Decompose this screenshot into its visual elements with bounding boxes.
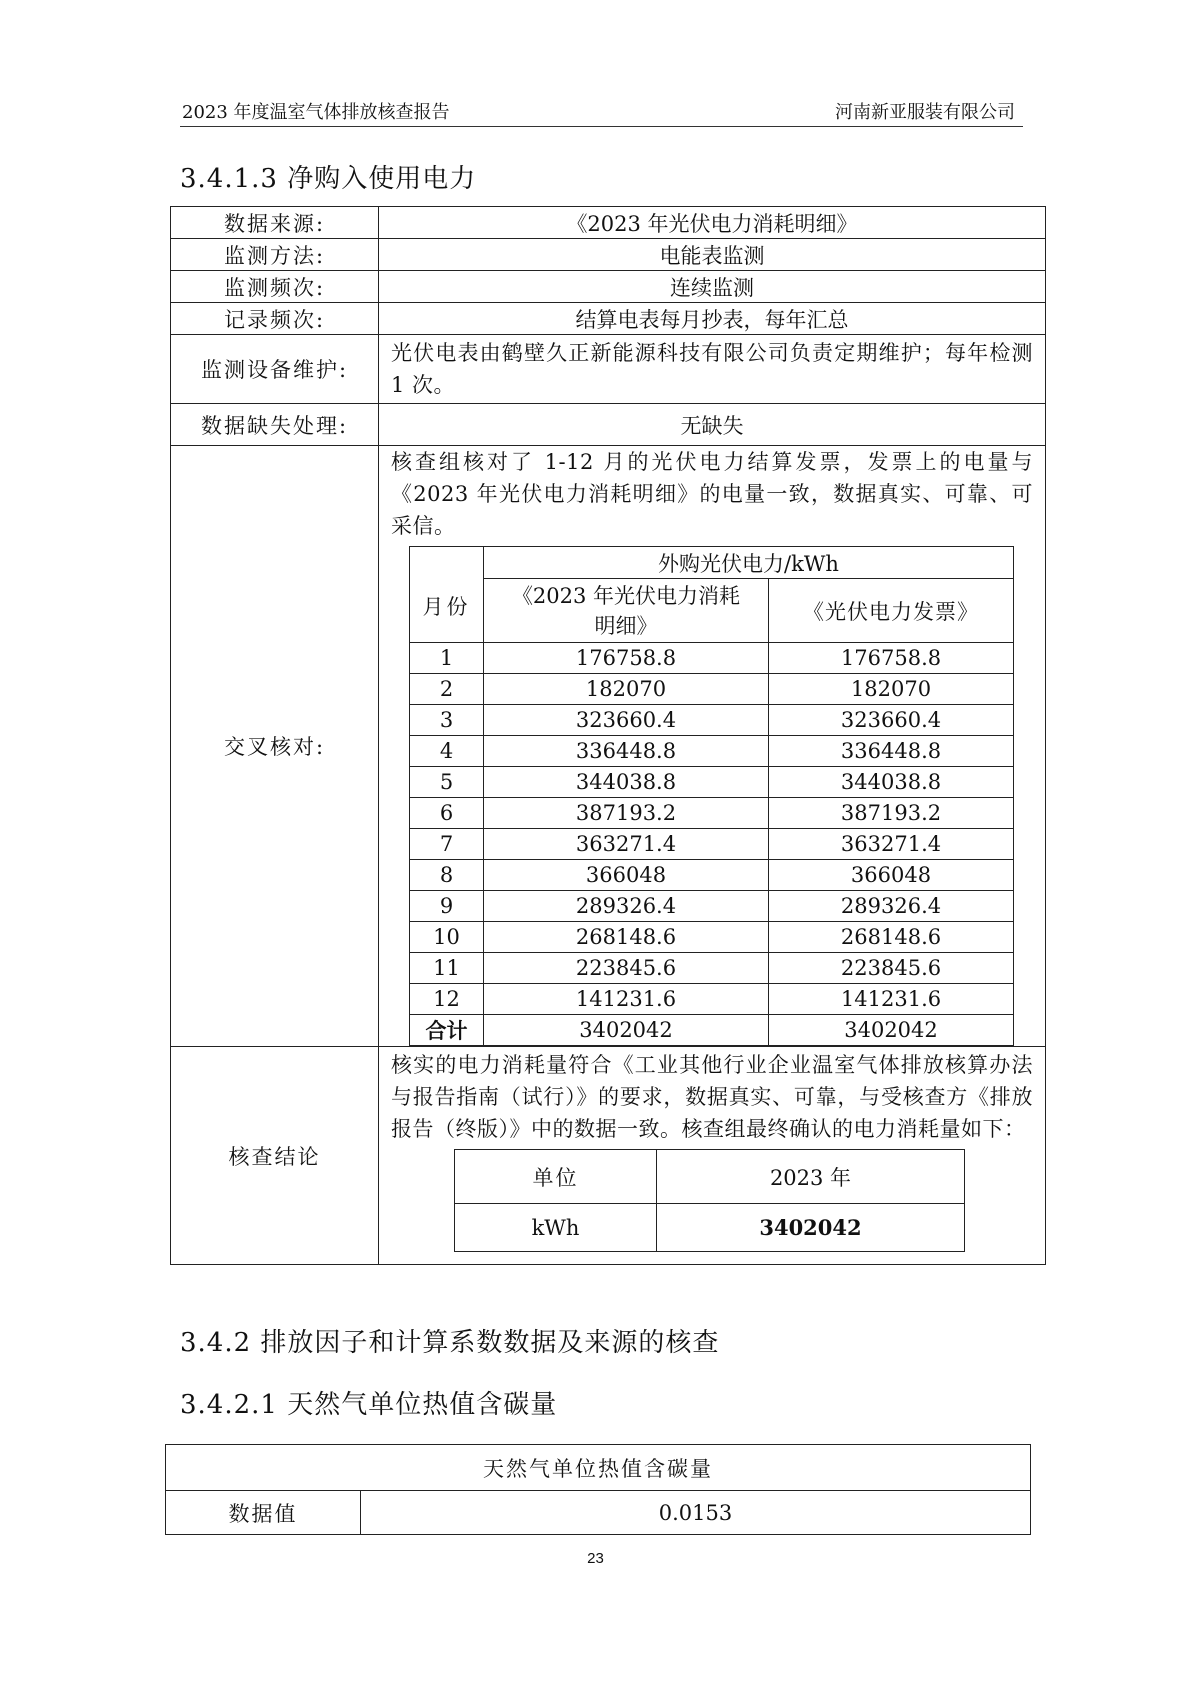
month-cell: 4 xyxy=(410,736,484,767)
table-row xyxy=(410,922,1014,953)
conclusion-row xyxy=(171,1047,1046,1265)
detail-cell: 176758.8 xyxy=(484,643,769,674)
table-row xyxy=(410,705,1014,736)
cross-check-label: 交叉核对: xyxy=(171,446,379,1047)
natural-gas-carbon-table xyxy=(165,1444,1031,1535)
page-number: 23 xyxy=(587,1550,604,1567)
info-label: 监测设备维护: xyxy=(171,335,379,404)
info-row xyxy=(171,239,1046,271)
detail-cell: 336448.8 xyxy=(484,736,769,767)
invoice-cell: 336448.8 xyxy=(769,736,1014,767)
detail-cell: 289326.4 xyxy=(484,891,769,922)
month-cell: 3 xyxy=(410,705,484,736)
month-cell: 12 xyxy=(410,984,484,1015)
invoice-cell: 141231.6 xyxy=(769,984,1014,1015)
month-cell: 6 xyxy=(410,798,484,829)
month-cell: 5 xyxy=(410,767,484,798)
info-value: 无缺失 xyxy=(379,404,1046,446)
ng-table-label: 数据值 xyxy=(166,1491,361,1535)
info-row xyxy=(171,404,1046,446)
table-row xyxy=(410,643,1014,674)
month-cell: 10 xyxy=(410,922,484,953)
table-row xyxy=(410,767,1014,798)
info-row xyxy=(171,271,1046,303)
total-invoice: 3402042 xyxy=(769,1015,1014,1046)
page-header xyxy=(180,96,1023,127)
electricity-info-table xyxy=(170,206,1046,1265)
section-title-electricity: 3.4.1.3 净购入使用电力 xyxy=(180,164,477,194)
cross-check-text: 核查组核对了 1-12 月的光伏电力结算发票，发票上的电量与《2023 年光伏电力消耗明细》的电量一致，数据真实、可靠、可采信。 xyxy=(391,450,1033,538)
section-title-natural-gas-carbon: 3.4.2.1 天然气单位热值含碳量 xyxy=(180,1390,558,1420)
month-cell: 9 xyxy=(410,891,484,922)
detail-cell: 268148.6 xyxy=(484,922,769,953)
info-value: 结算电表每月抄表，每年汇总 xyxy=(379,303,1046,335)
invoice-cell: 182070 xyxy=(769,674,1014,705)
total-row xyxy=(410,1015,1014,1046)
month-cell: 11 xyxy=(410,953,484,984)
detail-cell: 141231.6 xyxy=(484,984,769,1015)
invoice-cell: 366048 xyxy=(769,860,1014,891)
detail-cell: 182070 xyxy=(484,674,769,705)
table-row xyxy=(410,674,1014,705)
detail-cell: 323660.4 xyxy=(484,705,769,736)
info-row xyxy=(171,207,1046,239)
table-row xyxy=(410,798,1014,829)
info-value: 光伏电表由鹤壁久正新能源科技有限公司负责定期维护；每年检测 1 次。 xyxy=(379,335,1046,404)
invoice-cell: 223845.6 xyxy=(769,953,1014,984)
invoice-cell: 323660.4 xyxy=(769,705,1014,736)
invoice-cell: 289326.4 xyxy=(769,891,1014,922)
invoice-col-header: 《光伏电力发票》 xyxy=(769,579,1014,643)
year-header: 2023 年 xyxy=(657,1150,965,1204)
unit-value: kWh xyxy=(455,1204,657,1252)
monthly-electricity-table xyxy=(409,546,1014,1046)
info-label: 数据来源: xyxy=(171,207,379,239)
info-row xyxy=(171,335,1046,404)
info-label: 数据缺失处理: xyxy=(171,404,379,446)
invoice-cell: 268148.6 xyxy=(769,922,1014,953)
month-cell: 2 xyxy=(410,674,484,705)
month-cell: 8 xyxy=(410,860,484,891)
header-report-title: 2023 年度温室气体排放核查报告 xyxy=(182,102,450,123)
total-detail: 3402042 xyxy=(484,1015,769,1046)
table-row xyxy=(410,860,1014,891)
invoice-cell: 387193.2 xyxy=(769,798,1014,829)
ng-table-title: 天然气单位热值含碳量 xyxy=(166,1445,1031,1491)
total-label: 合计 xyxy=(410,1015,484,1046)
month-cell: 1 xyxy=(410,643,484,674)
month-header: 月份 xyxy=(410,547,484,643)
purchased-pv-header: 外购光伏电力/kWh xyxy=(484,547,1014,579)
section-title-emission-factors: 3.4.2 排放因子和计算系数数据及来源的核查 xyxy=(180,1328,720,1358)
conclusion-text: 核实的电力消耗量符合《工业其他行业企业温室气体排放核算办法与报告指南（试行）》的要求，数据真实、可靠，与受核查方《排放报告（终版）》中的数据一致。核查组最终确认的电力消耗量如下： xyxy=(391,1053,1033,1141)
detail-cell: 223845.6 xyxy=(484,953,769,984)
table-row xyxy=(410,891,1014,922)
info-label: 记录频次: xyxy=(171,303,379,335)
info-value: 电能表监测 xyxy=(379,239,1046,271)
invoice-cell: 363271.4 xyxy=(769,829,1014,860)
conclusion-label: 核查结论 xyxy=(171,1047,379,1265)
table-row xyxy=(410,829,1014,860)
info-value: 连续监测 xyxy=(379,271,1046,303)
unit-header: 单位 xyxy=(455,1150,657,1204)
detail-cell: 363271.4 xyxy=(484,829,769,860)
info-value: 《2023 年光伏电力消耗明细》 xyxy=(379,207,1046,239)
detail-cell: 387193.2 xyxy=(484,798,769,829)
header-company-name: 河南新亚服装有限公司 xyxy=(835,102,1015,123)
info-label: 监测方法: xyxy=(171,239,379,271)
cross-check-row xyxy=(171,446,1046,1047)
detail-col-header: 《2023 年光伏电力消耗明细》 xyxy=(484,579,769,643)
detail-cell: 366048 xyxy=(484,860,769,891)
invoice-cell: 344038.8 xyxy=(769,767,1014,798)
confirmed-value: 3402042 xyxy=(657,1204,965,1252)
table-row xyxy=(410,953,1014,984)
ng-table-value: 0.0153 xyxy=(361,1491,1031,1535)
month-cell: 7 xyxy=(410,829,484,860)
info-label: 监测频次: xyxy=(171,271,379,303)
table-row xyxy=(410,984,1014,1015)
info-row xyxy=(171,303,1046,335)
invoice-cell: 176758.8 xyxy=(769,643,1014,674)
confirmed-consumption-table xyxy=(454,1149,965,1252)
table-row xyxy=(410,736,1014,767)
detail-cell: 344038.8 xyxy=(484,767,769,798)
